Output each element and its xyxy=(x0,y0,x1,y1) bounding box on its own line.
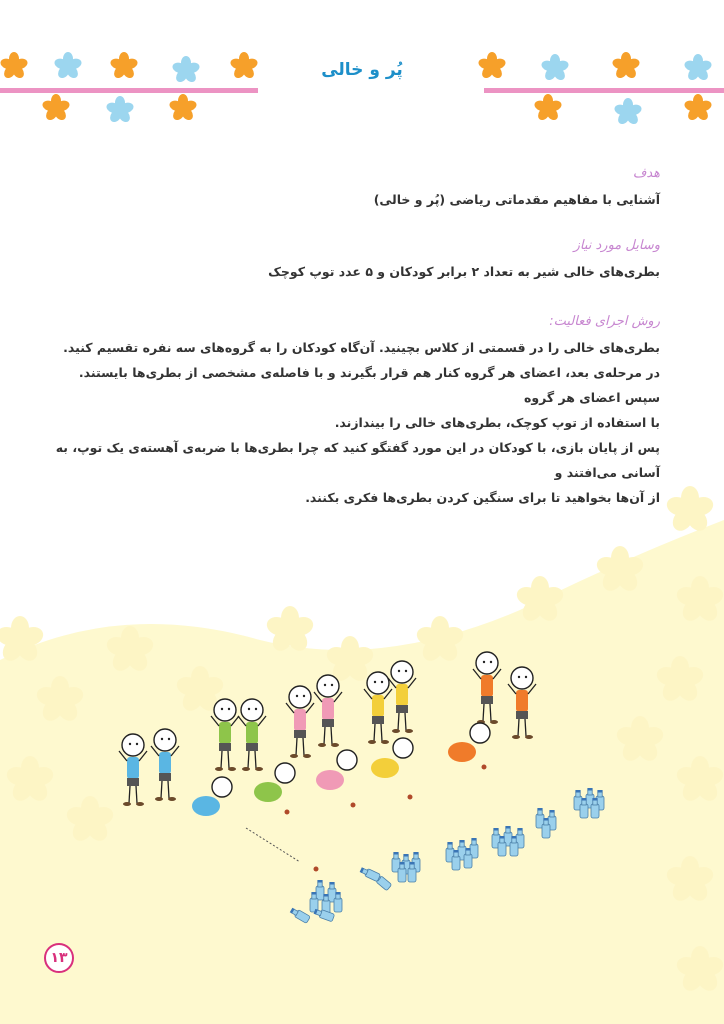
method-section xyxy=(50,314,660,510)
header-line-left xyxy=(0,88,258,93)
goal-section xyxy=(50,166,660,212)
method-line-4: پس از پایان بازی، با کودکان در این مورد گفتگو کنید که چرا بطری‌ها با ضربه‌ی آهسته‌ی یک توپ، به آسانی می‌افتند و xyxy=(55,440,660,480)
page-title: پُر و خالی xyxy=(321,60,403,80)
method-line-2: در مرحله‌ی بعد، اعضای هر گروه کنار هم قرار بگیرند و با فاصله‌ی مشخصی از بطری‌ها بایستند. سپس اعضای هر گروه xyxy=(78,365,660,405)
goal-text: آشنایی با مفاهیم مقدماتی ریاضی (پُر و خالی) xyxy=(373,192,660,207)
materials-section xyxy=(50,238,660,284)
materials-heading: وسایل مورد نیاز xyxy=(573,238,660,253)
page-number: ۱۳ xyxy=(44,943,74,973)
header-line-right xyxy=(484,88,724,93)
goal-heading: هدف xyxy=(632,166,660,181)
method-line-1: بطری‌های خالی را در قسمتی از کلاس بچینید. آن‌گاه کودکان را به گروه‌های سه نفره تقسیم کنید. xyxy=(63,340,660,355)
method-heading: روش اجرای فعالیت: xyxy=(549,314,660,329)
materials-text: بطری‌های خالی شیر به تعداد ۲ برابر کودکان و ۵ عدد توپ کوچک xyxy=(268,264,660,279)
method-line-5: از آن‌ها بخواهید تا برای سنگین کردن بطری‌ها فکری بکنند. xyxy=(305,490,660,505)
method-line-3: با استفاده از توپ کوچک، بطری‌های خالی را بیندازند. xyxy=(334,415,660,430)
